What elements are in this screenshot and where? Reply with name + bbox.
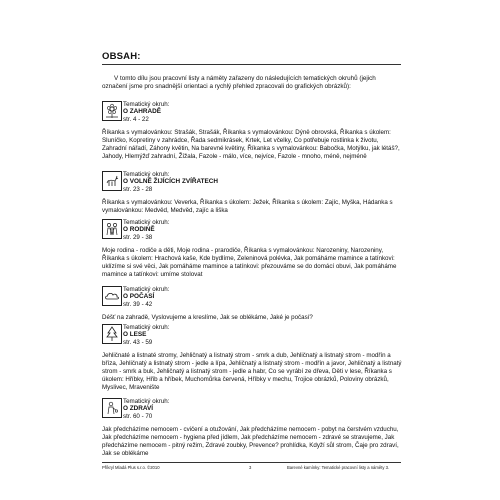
- topic-title: O ZDRAVÍ: [123, 405, 154, 413]
- topic-title: O LESE: [123, 331, 147, 339]
- topic-title: O POČASÍ: [123, 293, 155, 301]
- page-number: 3: [249, 465, 252, 470]
- deer-icon: [102, 171, 122, 191]
- footer-rule: [102, 462, 401, 463]
- topic-content: Moje rodina - rodiče a děti, Moje rodina - prarodiče, Říkanka s vymalovánkou: Narozeniny, Narozeniny, Říkanka s úkolem: Hrachová kaše, Kde bydlíme, Zeleninová polévka, Jak pomáháme mamince a tatínkovi: uklízíme si své věci, Jak pomáháme mamince a tatínkovi: přezouváme se do domácí obuvi, Jak pomáháme mamince a tatínkovi: umíme stolovat: [102, 247, 397, 279]
- topic-label: Tematický okruh:: [123, 286, 170, 293]
- page-heading: OBSAH:: [102, 51, 141, 62]
- topic-label: Tematický okruh:: [123, 219, 170, 226]
- topic-label: Tematický okruh:: [123, 101, 170, 108]
- footer-title: Barevné kamínky: Tematické pracovní listy a náměty 3.: [287, 465, 390, 470]
- topic-pages: str. 39 - 42: [123, 300, 153, 308]
- topic-pages: str. 23 - 28: [123, 185, 153, 193]
- topic-label: Tematický okruh:: [123, 398, 170, 405]
- cloud-icon: [102, 286, 122, 306]
- topic-label: Tematický okruh:: [123, 171, 170, 178]
- topic-pages: str. 29 - 38: [123, 233, 153, 241]
- topic-section-zviratech: [102, 171, 402, 215]
- health-icon: [102, 398, 122, 418]
- topic-content: Déšť na zahradě, Vyslovujeme a kreslíme, Jak se oblékáme, Jaké je počasí?: [102, 314, 313, 321]
- tree-icon: [102, 324, 122, 344]
- topic-title: O ZAHRADĚ: [123, 108, 161, 116]
- topic-section-zdravi: [102, 398, 402, 458]
- flower-icon: [102, 101, 122, 121]
- topic-title: O RODINĚ: [123, 226, 155, 234]
- topic-section-rodine: [102, 219, 402, 279]
- intro-paragraph: V tomto dílu jsou pracovní listy a náměty zařazeny do následujících tematických okruhů (jejich označení jsme pro snadnější orientaci a rychlý přehled zpracovali do grafických obrázků):: [102, 75, 376, 91]
- topic-label: Tematický okruh:: [123, 324, 170, 331]
- topic-title: O VOLNĚ ŽIJÍCÍCH ZVÍŘATECH: [123, 178, 219, 186]
- topic-content: Jehličnaté a listnaté stromy, Jehličnatý a listnatý strom - smrk a dub, Jehličnatý a listnatý strom - modřín a bříza, Jehličnatý a listnatý strom - jedle a lípa, Jehličnatý a listnatý strom - modřín a javor, Jehličnatý a listnatý strom - smrk a buk, Jehličnatý a listnatý strom - jedle a habr, Co se vyrábí ze dřeva, Děti v lese, Říkanka s úkolem: Hříbky, Hřib a hříbek, Muchomůrka červená, Hříbky v mechu, Trojice obrázků, Poloviny obrázků, Myslivec, Mravenište: [102, 352, 402, 392]
- footer-publisher: Příkryl Mladá Plus s.r.o. ©2010: [102, 465, 160, 470]
- topic-content: Říkanka s vymalovánkou: Veverka, Říkanka s úkolem: Ježek, Říkanka s úkolem: Zajíc, Myška, Hádanka s vymalovánkou: Medvěd, Medvěd, zajíc a liška: [102, 199, 393, 215]
- topic-section-lese: [102, 324, 402, 392]
- topic-pages: str. 4 - 22: [123, 115, 149, 123]
- topic-pages: str. 60 - 70: [123, 412, 153, 420]
- topic-content: Říkanka s vymalovánkou: Strašák, Strašák, Říkanka s vymalovánkou: Dýně obrovská, Říkanka s úkolem: Sluníčko, Kopretiny v zahrádce, Řada sedmikrásek, Krtek, Let včelky, Co potřebuje rostlinka k životu, Zahradní nářadí, Záhony květin, Na barevné květiny, Říkanka s vymalovánkou: Babočka, Motýlku, jak létáš?, Jahody, Hlemýžď zahradní, Žížala, Fazole - málo, více, nejvíce, Fazole - mnoho, méně, nejméně: [102, 129, 400, 161]
- heading-rule: [102, 64, 401, 65]
- topic-content: Jak předcházíme nemocem - cvičení a otužování, Jak předcházíme nemocem - pobyt na čerstvém vzduchu, Jak předcházíme nemocem - hygiena před jídlem, Jak předcházíme nemocem - zdravé se stravujeme, Jak předcházíme nemocem - pitný režim, Zdravé zoubky, Prevence? prohlídka, Kdyží sůl strom, Čaje pro zdraví, Jak se oblékáme: [102, 426, 399, 458]
- topic-pages: str. 43 - 59: [123, 338, 153, 346]
- topic-section-pocasi: [102, 286, 402, 322]
- topic-section-zahrade: [102, 101, 402, 161]
- family-icon: [102, 219, 122, 239]
